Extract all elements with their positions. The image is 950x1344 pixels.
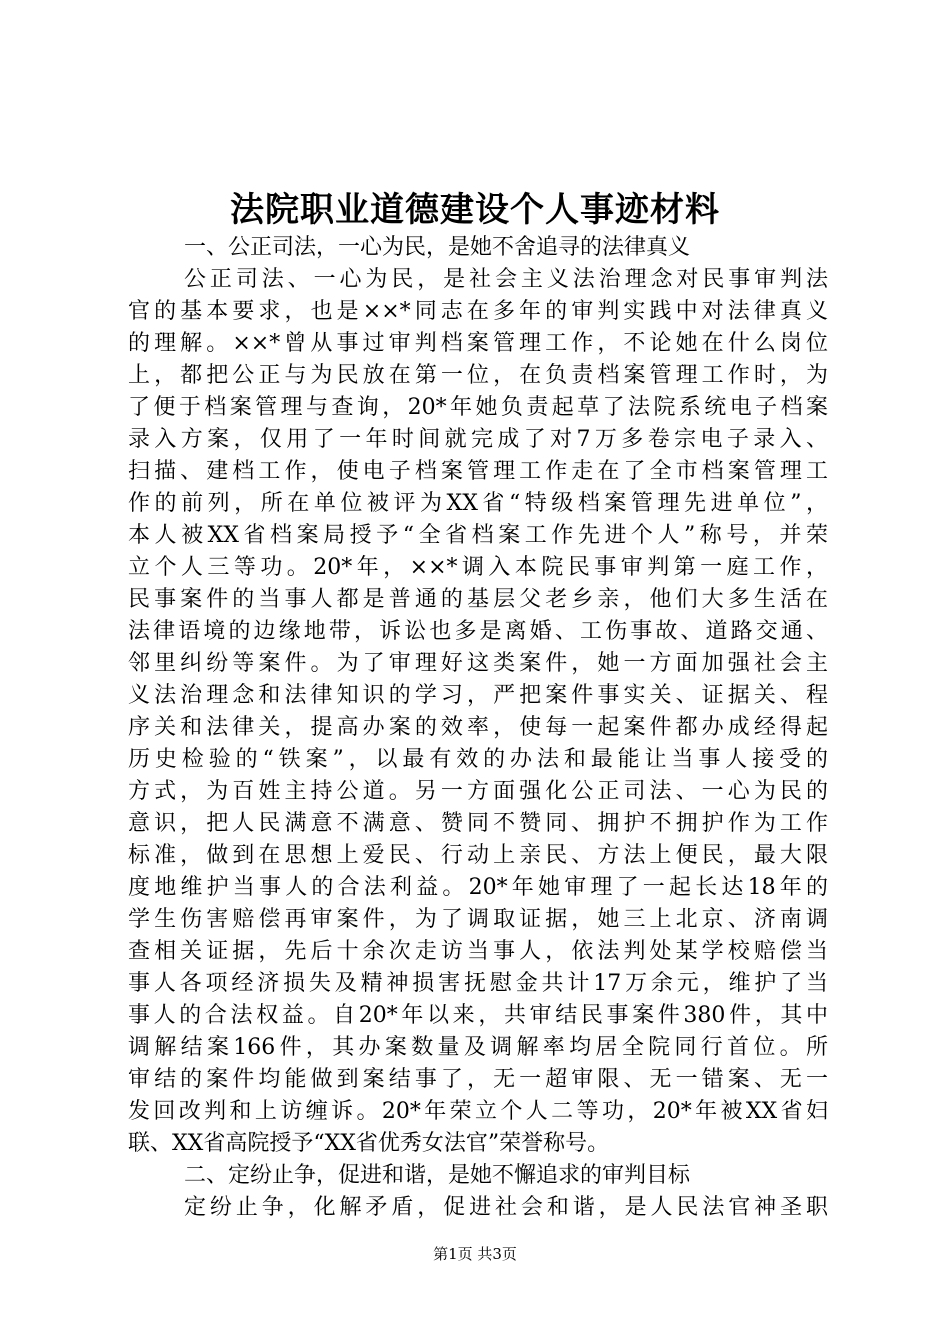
paragraph-line: 标准，做到在思想上爱民、行动上亲民、方法上便民，最大限 [128,843,828,868]
paragraph-line: 审结的案件均能做到案结事了，无一超审限、无一错案、无一 [128,1067,828,1092]
paragraph-line: 公正司法、一心为民，是社会主义法治理念对民事审判法 [184,267,828,292]
paragraph-line: 联、XX省高院授予“XX省优秀女法官”荣誉称号。 [128,1131,610,1156]
paragraph-line: 意识，把人民满意不满意、赞同不赞同、拥护不拥护作为工作 [128,811,828,836]
paragraph-line: 邻里纠纷等案件。为了审理好这类案件，她一方面加强社会主 [128,651,828,676]
paragraph-line: 录入方案，仅用了一年时间就完成了对7万多卷宗电子录入、 [128,427,828,452]
paragraph-line: 本人被XX省档案局授予“全省档案工作先进个人”称号，并荣 [128,523,828,548]
paragraph-line: 了便于档案管理与查询，20*年她负责起草了法院系统电子档案 [128,395,828,420]
section-heading-1: 一、公正司法，一心为民，是她不舍追寻的法律真义 [184,235,691,260]
page-number-footer: 第1页 共3页 [433,1245,517,1263]
paragraph-line: 事人各项经济损失及精神损害抚慰金共计17万余元，维护了当 [128,971,828,996]
paragraph-line: 序关和法律关，提高办案的效率，使每一起案件都办成经得起 [128,715,828,740]
paragraph-line: 定纷止争，化解矛盾，促进社会和谐，是人民法官神圣职 [184,1195,828,1220]
paragraph-line: 上，都把公正与为民放在第一位，在负责档案管理工作时，为 [128,363,828,388]
paragraph-line: 事人的合法权益。自20*年以来，共审结民事案件380件，其中 [128,1003,828,1028]
paragraph-line: 学生伤害赔偿再审案件，为了调取证据，她三上北京、济南调 [128,907,828,932]
paragraph-line: 历史检验的“铁案”，以最有效的办法和最能让当事人接受的 [128,747,828,772]
paragraph-line: 作的前列，所在单位被评为XX省“特级档案管理先进单位”， [128,491,828,516]
paragraph-line: 度地维护当事人的合法利益。20*年她审理了一起长达18年的 [128,875,828,900]
paragraph-line: 查相关证据，先后十余次走访当事人，依法判处某学校赔偿当 [128,939,828,964]
paragraph-line: 方式，为百姓主持公道。另一方面强化公正司法、一心为民的 [128,779,828,804]
paragraph-line: 调解结案166件，其办案数量及调解率均居全院同行首位。所 [128,1035,828,1060]
paragraph-line: 民事案件的当事人都是普通的基层父老乡亲，他们大多生活在 [128,587,828,612]
paragraph-line: 发回改判和上访缠诉。20*年荣立个人二等功，20*年被XX省妇 [128,1099,828,1124]
document-title: 法院职业道德建设个人事迹材料 [230,190,720,230]
paragraph-line: 的理解。××*曾从事过审判档案管理工作，不论她在什么岗位 [128,331,828,356]
section-heading-2: 二、定纷止争，促进和谐，是她不懈追求的审判目标 [184,1163,691,1188]
paragraph-line: 法律语境的边缘地带，诉讼也多是离婚、工伤事故、道路交通、 [128,619,828,644]
paragraph-line: 官的基本要求，也是××*同志在多年的审判实践中对法律真义 [128,299,828,324]
paragraph-line: 扫描、建档工作，使电子档案管理工作走在了全市档案管理工 [128,459,828,484]
paragraph-line: 义法治理念和法律知识的学习，严把案件事实关、证据关、程 [128,683,828,708]
paragraph-line: 立个人三等功。20*年，××*调入本院民事审判第一庭工作， [128,555,828,580]
